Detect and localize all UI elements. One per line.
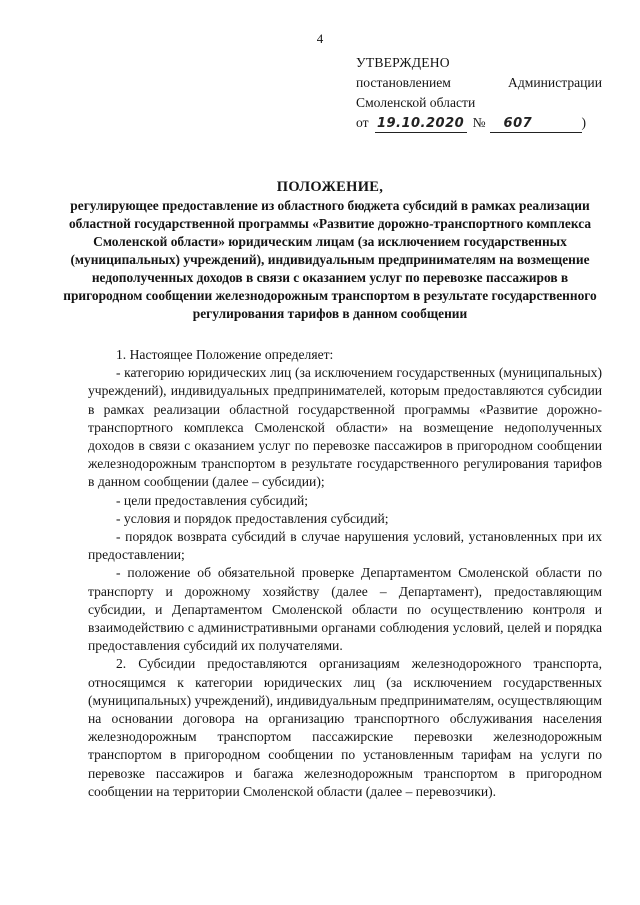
paragraph-1: 1. Настоящее Положение определяет: (116, 347, 334, 362)
paragraph-2: - категорию юридических лиц (за исключением государственных (муниципальных) учреждений), индивидуальных предпринимателей, которым предоставляются субсидии в рамках реализации областной государственной программы «Развитие дорожно-транспортного комплекса Смоленской области» на возмещение недополученных доходов в связи с оказанием услуг по перевозке пассажиров в пригородном сообщении железнодорожным транспортом в результате государственного регулирования тарифов в данном сообщении (далее – субсидии); (88, 365, 602, 490)
date-field (375, 115, 467, 133)
approval-administration-label: Администрации (508, 75, 602, 90)
paragraph-3: - цели предоставления субсидий; (116, 492, 309, 508)
document-body (88, 346, 602, 801)
approval-date-line (356, 113, 602, 133)
number-sign: № (472, 115, 486, 130)
paragraph-6: - положение об обязательной проверке Департаментом Смоленской области по транспорту и дорожному хозяйству (далее – Департамент), предоставляющим субсидии, и Департаментом Смоленской области по осуществлению контроля и взаимодействию с административными органами соблюдения условий, целей и порядка предоставления субсидий их получателями. (88, 565, 602, 654)
approval-heading: УТВЕРЖДЕНО (356, 55, 450, 70)
handwritten-date: 19.10.2020 (376, 116, 465, 131)
paragraph-5: - порядок возврата субсидий в случае нарушения условий, установленных при их предоставлении; (88, 529, 602, 563)
document-title: ПОЛОЖЕНИЕ, (276, 179, 384, 195)
paragraph-4: - условия и порядок предоставления субсидий; (116, 510, 389, 526)
approval-stamp (356, 53, 602, 133)
date-prefix: от (356, 115, 369, 130)
document-title-block (60, 177, 600, 323)
page-number: 4 (316, 31, 324, 46)
document-subtitle: регулирующее предоставление из областного бюджета субсидий в рамках реализации областной государственной программы «Развитие дорожно-транспортного комплекса Смоленской области» юридическим лицам (за исключением государственных (муниципальных) учреждений), индивидуальным предпринимателям на возмещение недополученных доходов в связи с оказанием услуг по перевозке пассажиров в пригородном сообщении железнодорожным транспортом в результате государственного регулирования тарифов в данном сообщении (63, 198, 597, 321)
handwritten-number: 607 (503, 116, 533, 131)
approval-region: Смоленской области (356, 95, 476, 110)
paragraph-7: 2. Субсидии предоставляются организациям железнодорожного транспорта, относящимся к категории юридических лиц (за исключением государственных (муниципальных) учреждений), индивидуальным предпринимателям, осуществляющим на основании договора на организацию транспортного обслуживания населения железнодорожным транспортом пассажирские перевозки железнодорожным транспортом в пригородном сообщении по установленным тарифам на услуги по перевозке пассажиров и багажа железнодорожным транспортом в пригородном сообщении на территории Смоленской области (далее – перевозчики). (88, 656, 602, 799)
approval-line-1 (356, 73, 602, 93)
number-field (490, 115, 582, 133)
closing-paren: ) (581, 115, 587, 130)
approval-decree-label: постановлением (356, 75, 451, 90)
